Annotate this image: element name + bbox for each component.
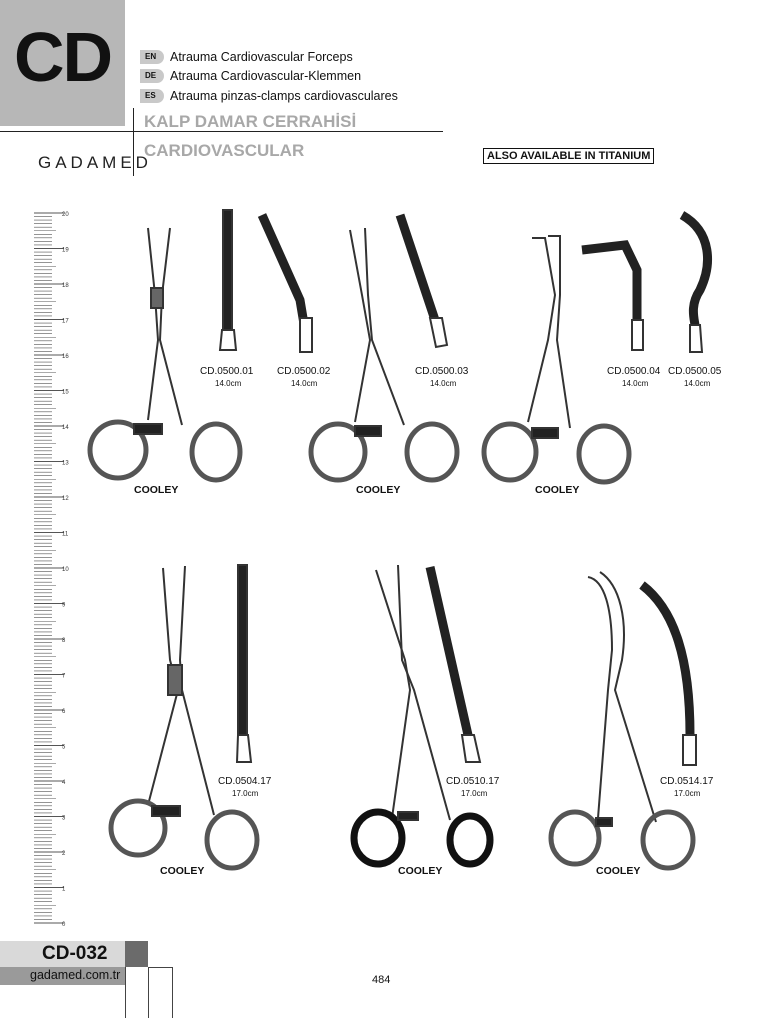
product-size-5: 14.0cm	[684, 379, 711, 388]
ruler-label: 20	[62, 212, 69, 218]
ruler-label: 0	[62, 922, 66, 928]
lang-tag-es: ES	[140, 89, 164, 103]
ruler-label: 2	[62, 851, 66, 857]
product-size-8: 17.0cm	[674, 789, 701, 798]
jaw-image-04	[582, 245, 643, 350]
ruler-label: 1	[62, 886, 66, 893]
product-size-4: 14.0cm	[622, 379, 649, 388]
section-title-en: CARDIOVASCULAR	[144, 141, 305, 160]
instrument-name-1: COOLEY	[134, 484, 179, 496]
product-code-6: CD.0504.17	[218, 776, 272, 787]
instrument-name-6: COOLEY	[596, 865, 641, 877]
ruler-label: 15	[62, 389, 69, 396]
ruler-label: 3	[62, 815, 66, 822]
category-code: CD	[13, 18, 112, 96]
product-size-1: 14.0cm	[215, 379, 242, 388]
product-code-1: CD.0500.01	[200, 366, 254, 377]
forceps-image-5	[354, 565, 490, 864]
instrument-name-3: COOLEY	[535, 484, 580, 496]
ruler-label: 10	[62, 567, 69, 573]
lang-tag-de: DE	[140, 69, 164, 83]
section-title-tr: KALP DAMAR CERRAHİSİ	[144, 112, 357, 131]
ruler-label: 7	[62, 673, 66, 680]
forceps-image-2	[311, 228, 457, 480]
jaw-image-01	[220, 210, 236, 350]
lang-tag-en: EN	[140, 50, 164, 64]
ruler-label: 8	[62, 638, 66, 644]
page-number: 484	[372, 974, 391, 986]
website-url: gadamed.com.tr	[30, 968, 121, 982]
brand-logo: GADAMED	[38, 153, 152, 172]
ruler-label: 9	[62, 602, 66, 609]
instrument-name-5: COOLEY	[398, 865, 443, 877]
ruler-label: 4	[62, 780, 66, 786]
product-code-2: CD.0500.02	[277, 366, 331, 377]
footer-accent-box	[125, 941, 148, 967]
jaw-image-05	[682, 215, 707, 352]
jaw-image-0514	[642, 585, 696, 765]
jaw-image-03	[400, 215, 447, 347]
ruler-label: 16	[62, 354, 69, 360]
footer-divider	[148, 967, 172, 968]
ruler-label: 11	[62, 531, 69, 538]
lang-text-de: Atrauma Cardiovascular-Klemmen	[170, 69, 362, 83]
product-code-3: CD.0500.03	[415, 366, 469, 377]
forceps-image-1	[90, 228, 240, 480]
lang-text-es: Atrauma pinzas-clamps cardiovasculares	[170, 89, 398, 103]
product-size-7: 17.0cm	[461, 789, 488, 798]
product-size-2: 14.0cm	[291, 379, 318, 388]
ruler-label: 6	[62, 709, 66, 715]
forceps-image-4	[111, 566, 257, 868]
footer-divider	[125, 967, 126, 1018]
product-size-6: 17.0cm	[232, 789, 259, 798]
ruler-label: 12	[62, 496, 69, 502]
product-size-3: 14.0cm	[430, 379, 457, 388]
lang-text-en: Atrauma Cardiovascular Forceps	[170, 50, 353, 64]
ruler-label: 14	[62, 425, 69, 431]
forceps-image-3	[484, 236, 629, 482]
titanium-note: ALSO AVAILABLE IN TITANIUM	[483, 148, 654, 164]
product-code-5: CD.0500.05	[668, 366, 722, 377]
product-code-8: CD.0514.17	[660, 776, 714, 787]
instrument-name-4: COOLEY	[160, 865, 205, 877]
jaw-image-02	[262, 215, 312, 352]
footer-divider	[148, 967, 149, 1018]
product-code-4: CD.0500.04	[607, 366, 661, 377]
ruler-label: 17	[62, 318, 69, 325]
instrument-name-2: COOLEY	[356, 484, 401, 496]
ruler-label: 13	[62, 460, 69, 467]
ruler-label: 19	[62, 247, 69, 254]
footer-divider	[172, 967, 173, 1018]
ruler-label: 18	[62, 283, 69, 289]
ruler-label: 5	[62, 744, 66, 751]
jaw-image-0504	[237, 565, 251, 762]
catalog-page-code: CD-032	[42, 943, 108, 964]
product-code-7: CD.0510.17	[446, 776, 500, 787]
jaw-image-0510	[430, 567, 480, 762]
